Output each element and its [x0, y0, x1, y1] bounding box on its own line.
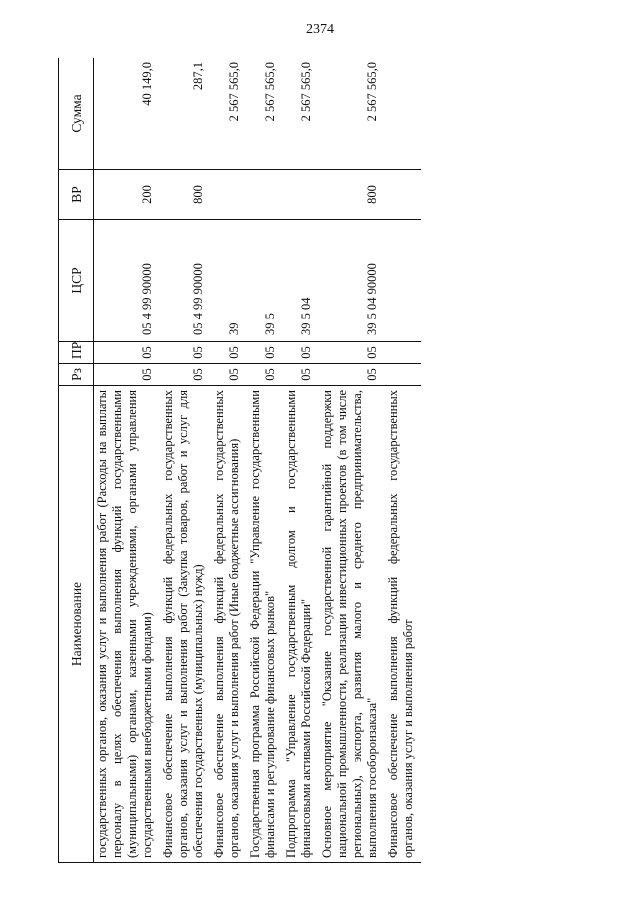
row-csr: 39 5 04 90000	[319, 220, 385, 342]
header-sum: Сумма	[59, 58, 94, 170]
row-vr	[283, 170, 319, 220]
row-csr: 39	[211, 220, 247, 342]
row-sum: 40 149,0	[94, 58, 161, 170]
header-name: Наименование	[59, 386, 94, 863]
row-pr: 05	[211, 342, 247, 364]
row-sum: 2 567 565,0	[247, 58, 283, 170]
row-name: Подпрограмма "Управление государственным долгом и государственными финансовыми активами Российской Федерации"	[283, 386, 319, 863]
budget-table	[58, 58, 421, 863]
row-rz: 05	[319, 364, 385, 386]
row-pr: 05	[283, 342, 319, 364]
row-sum	[385, 58, 421, 170]
row-name: Финансовое обеспечение выполнения функций федеральных государственных органов, оказания услуг и выполнения работ (Закупка товаров, работ и услуг для обеспечения государственных (муниципальных) нужд)	[160, 386, 211, 863]
row-pr: 05	[247, 342, 283, 364]
row-csr: 39 5 04	[283, 220, 319, 342]
row-vr: 800	[319, 170, 385, 220]
row-vr: 800	[160, 170, 211, 220]
row-sum: 2 567 565,0	[283, 58, 319, 170]
row-csr: 05 4 99 90000	[160, 220, 211, 342]
table-row	[385, 58, 421, 863]
row-vr	[247, 170, 283, 220]
row-pr: 05	[319, 342, 385, 364]
row-name: Государственная программа Российской Федерации "Управление государственными финансами и регулирование финансовых рынков"	[247, 386, 283, 863]
row-sum: 2 567 565,0	[211, 58, 247, 170]
page-number: 2374	[306, 22, 334, 37]
rotated-table-frame	[58, 58, 594, 863]
row-pr	[385, 342, 421, 364]
table-row	[94, 58, 161, 863]
table-row	[211, 58, 247, 863]
row-name: Финансовое обеспечение выполнения функций федеральных государственных органов, оказания услуг и выполнения работ	[385, 386, 421, 863]
header-pr: ПР	[59, 342, 94, 364]
row-vr: 200	[94, 170, 161, 220]
header-vr: ВР	[59, 170, 94, 220]
row-rz: 05	[283, 364, 319, 386]
row-name: Финансовое обеспечение выполнения функций федеральных государственных органов, оказания услуг и выполнения работ (Иные бюджетные ассигнования)	[211, 386, 247, 863]
row-sum: 287,1	[160, 58, 211, 170]
table-row	[160, 58, 211, 863]
row-sum: 2 567 565,0	[319, 58, 385, 170]
row-name: государственных органов, оказания услуг и выполнения работ (Расходы на выплаты персоналу в целях обеспечения выполнения функций государственными (муниципальными) органами, казенными учреждениями, органами управления государственными внебюджетными фондами)	[94, 386, 161, 863]
row-vr	[385, 170, 421, 220]
row-csr	[385, 220, 421, 342]
row-rz: 05	[211, 364, 247, 386]
row-csr: 05 4 99 90000	[94, 220, 161, 342]
table-body	[94, 58, 422, 863]
table-row	[283, 58, 319, 863]
row-rz	[385, 364, 421, 386]
table-header	[59, 58, 94, 863]
row-rz: 05	[247, 364, 283, 386]
row-rz: 05	[160, 364, 211, 386]
header-csr: ЦСР	[59, 220, 94, 342]
row-pr: 05	[160, 342, 211, 364]
row-vr	[211, 170, 247, 220]
row-rz: 05	[94, 364, 161, 386]
row-name: Основное мероприятие "Оказание государственной гарантийной поддержки национальной промышленности, реализации инвестиционных проектов (в том числе региональных), экспорта, развития малого и среднего предпринимательства, выполнения гособоронзаказа"	[319, 386, 385, 863]
header-rz: Рз	[59, 364, 94, 386]
row-csr: 39 5	[247, 220, 283, 342]
rotated-table-content	[58, 58, 594, 863]
row-pr: 05	[94, 342, 161, 364]
table-row	[247, 58, 283, 863]
table-row	[319, 58, 385, 863]
